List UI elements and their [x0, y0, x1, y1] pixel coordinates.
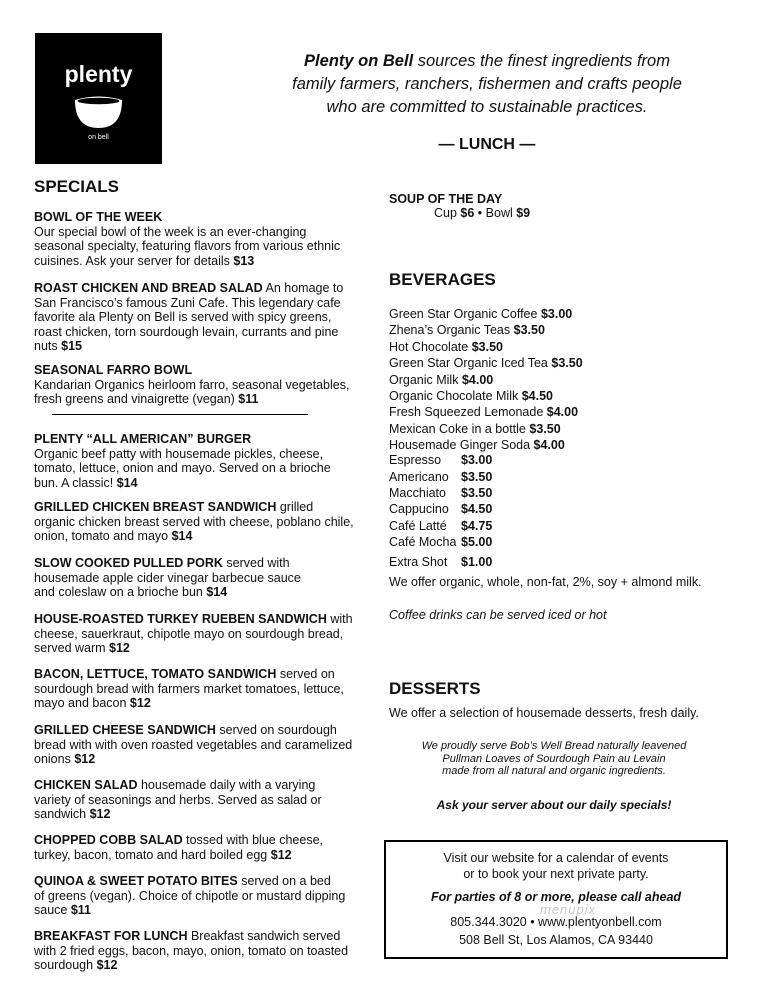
- coffee-item: [389, 519, 493, 533]
- special-desc: Kandarian Organics heirloom farro, seasonal vegetables,: [34, 377, 350, 392]
- beverage-name: Green Star Organic Iced Tea: [389, 356, 548, 371]
- intro-brand: Plenty on Bell: [304, 52, 414, 70]
- soup-bowl-price: $9: [516, 206, 531, 220]
- beverage-name: Zhena’s Organic Teas: [389, 323, 511, 338]
- special-name: ROAST CHICKEN AND BREAD SALAD: [34, 281, 263, 295]
- beverage-name: Hot Chocolate: [389, 339, 469, 354]
- beverage-price: $4.00: [546, 405, 579, 420]
- special-desc: served warm: [34, 641, 106, 655]
- special-desc: Our special bowl of the week is an ever-changing: [34, 224, 307, 239]
- coffee-name: Espresso: [389, 453, 442, 467]
- contact-line2: or to book your next private party.: [463, 867, 649, 881]
- coffee-price: $3.00: [461, 453, 493, 467]
- special-desc: served on a bed: [237, 874, 331, 888]
- section-divider: [52, 414, 308, 415]
- beverage-price: $4.50: [521, 389, 553, 403]
- coffee-name: Cappucino: [389, 502, 449, 516]
- coffee-item: [389, 453, 493, 467]
- special-name: BREAKFAST FOR LUNCH: [34, 929, 188, 943]
- special-desc: with 2 fried eggs, bacon, mayo, onion, tomato on toasted: [34, 943, 349, 958]
- special-desc: onion, tomato and mayo: [34, 529, 169, 543]
- beverage-item: [389, 404, 578, 420]
- special-desc: San Francisco’s famous Zuni Cafe. This legendary cafe: [34, 295, 341, 310]
- special-name: BOWL OF THE WEEK: [34, 210, 163, 224]
- bread-line: We proudly serve Bob’s Well Bread naturally leavened: [421, 740, 687, 752]
- special-desc: onions: [34, 752, 71, 766]
- coffee-price: $1.00: [461, 555, 493, 569]
- special-name: QUINOA & SWEET POTATO BITES: [34, 874, 238, 888]
- beverage-price: $3.50: [513, 323, 545, 338]
- contact-address: 508 Bell St, Los Alamos, CA 93440: [459, 933, 653, 947]
- special-desc: organic chicken breast served with cheese, poblano chile,: [34, 514, 354, 529]
- desserts-desc: We offer a selection of housemade desserts, fresh daily.: [389, 706, 699, 720]
- intro-line3: who are committed to sustainable practices.: [326, 98, 648, 116]
- beverages-heading: BEVERAGES: [389, 270, 496, 289]
- soup-heading: SOUP OF THE DAY: [389, 192, 503, 206]
- special-desc: tomato, lettuce, onion and mayo. Served on a brioche: [34, 461, 331, 475]
- logo-sub: on bell: [88, 134, 109, 141]
- beverage-price: $4.00: [533, 438, 565, 453]
- logo-wordmark: plenty: [64, 61, 133, 87]
- beverage-item: [389, 355, 583, 371]
- beverage-price: $3.50: [529, 421, 561, 436]
- special-item: [34, 833, 364, 862]
- special-name: CHOPPED COBB SALAD: [34, 833, 183, 847]
- special-price: $11: [70, 903, 92, 917]
- special-desc: grilled: [276, 500, 314, 514]
- special-desc: cuisines. Ask your server for details: [34, 253, 230, 268]
- bread-note: [384, 740, 724, 778]
- special-name: CHICKEN SALAD: [34, 778, 138, 792]
- special-name: PLENTY “ALL AMERICAN” BURGER: [34, 432, 252, 446]
- bowl-icon: [73, 96, 124, 130]
- beverage-item: [389, 322, 545, 338]
- special-item: [34, 500, 364, 544]
- special-price: $15: [61, 339, 82, 353]
- special-item: [34, 281, 364, 354]
- special-desc: served on: [276, 667, 335, 681]
- coffee-price: $3.50: [461, 486, 493, 500]
- logo: [35, 33, 162, 164]
- intro-line2: family farmers, ranchers, fishermen and crafts people: [292, 75, 682, 93]
- watermark: menupix: [540, 902, 597, 917]
- special-name: HOUSE-ROASTED TURKEY RUEBEN SANDWICH: [34, 612, 327, 626]
- coffee-price: $5.00: [461, 535, 493, 549]
- contact-box: [384, 840, 728, 959]
- special-desc: An homage to: [262, 281, 344, 295]
- beverage-price: $3.50: [471, 339, 503, 354]
- special-desc: housemade apple cider vinegar barbecue sauce: [34, 570, 301, 585]
- beverage-item: [389, 306, 572, 322]
- special-desc: fresh greens and vinaigrette (vegan): [34, 392, 235, 406]
- beverage-item: [389, 339, 503, 355]
- special-price: $14: [206, 585, 228, 599]
- special-desc: bread with with oven roasted vegetables and caramelized: [34, 737, 353, 752]
- beverage-item: [389, 421, 561, 437]
- beverage-item: [389, 388, 553, 404]
- beverage-price: $3.00: [540, 307, 573, 321]
- bread-line: Pullman Loaves of Sourdough Pain au Levain: [442, 752, 666, 765]
- beverage-name: Organic Chocolate Milk: [389, 389, 519, 403]
- special-price: $14: [116, 475, 138, 490]
- contact-line1: Visit our website for a calendar of events: [443, 851, 669, 865]
- coffee-item: [389, 555, 493, 569]
- special-item: [34, 612, 364, 656]
- special-desc: housemade daily with a varying: [137, 778, 316, 792]
- intro-line1: sources the finest ingredients from: [413, 52, 670, 70]
- special-name: SEASONAL FARRO BOWL: [34, 363, 193, 377]
- coffee-price: $4.75: [461, 519, 493, 533]
- special-item: [34, 778, 364, 822]
- special-desc: with: [326, 612, 353, 626]
- special-desc: turkey, bacon, tomato and hard boiled egg: [34, 847, 268, 862]
- coffee-name: Café Latté: [389, 519, 447, 533]
- special-desc: of greens (vegan). Choice of chipotle or mustard dipping: [34, 888, 346, 903]
- beverage-name: Mexican Coke in a bottle: [389, 421, 526, 436]
- special-price: $12: [270, 847, 292, 862]
- coffee-item: [389, 470, 493, 484]
- special-item: [34, 363, 364, 407]
- beverage-name: Green Star Organic Coffee: [389, 307, 538, 321]
- soup-cup-label: Cup: [434, 206, 457, 220]
- parties-note: For parties of 8 or more, please call ahead: [430, 890, 682, 904]
- special-name: BACON, LETTUCE, TOMATO SANDWICH: [34, 667, 277, 681]
- coffee-price: $4.50: [461, 502, 493, 516]
- desserts-heading: DESSERTS: [389, 679, 481, 698]
- soup-separator: •: [474, 206, 486, 220]
- soup-prices: [434, 206, 530, 220]
- coffee-name: Americano: [389, 470, 449, 484]
- special-desc: Breakfast sandwich served: [187, 929, 341, 943]
- special-desc: Organic beef patty with housemade pickles, cheese,: [34, 446, 324, 461]
- special-item: [34, 929, 364, 973]
- special-item: [34, 432, 364, 490]
- special-price: $14: [171, 529, 193, 543]
- special-desc: sandwich: [34, 807, 87, 821]
- milk-note: We offer organic, whole, non-fat, 2%, soy + almond milk.: [389, 575, 702, 589]
- special-price: $13: [233, 253, 255, 268]
- beverage-item: [389, 372, 493, 388]
- special-price: $12: [109, 641, 130, 655]
- soup-bowl-label: Bowl: [485, 206, 513, 220]
- special-desc: seasonal specialty, featuring flavors from various ethnic: [34, 239, 341, 253]
- special-desc: served with: [222, 556, 290, 570]
- special-price: $11: [238, 392, 259, 406]
- special-price: $12: [89, 807, 111, 821]
- beverage-name: Housemade Ginger Soda: [389, 438, 531, 453]
- special-name: GRILLED CHEESE SANDWICH: [34, 723, 216, 737]
- special-desc: mayo and bacon: [34, 696, 127, 710]
- bread-line: made from all natural and organic ingredients.: [442, 765, 666, 777]
- ask-server-note: Ask your server about our daily specials!: [436, 798, 672, 812]
- special-desc: cheese, sauerkraut, chipotle mayo on sourdough bread,: [34, 626, 344, 641]
- special-desc: variety of seasonings and herbs. Served as salad or: [34, 792, 322, 807]
- special-desc: sourdough bread with farmers market tomatoes, lettuce,: [34, 681, 344, 696]
- special-desc: bun. A classic!: [34, 475, 114, 490]
- lunch-heading: — LUNCH —: [438, 136, 536, 153]
- special-desc: nuts: [34, 339, 58, 353]
- coffee-name: Café Mocha: [389, 535, 457, 549]
- special-item: [34, 210, 364, 268]
- beverage-name: Fresh Squeezed Lemonade: [389, 405, 544, 420]
- coffee-name: Macchiato: [389, 486, 446, 500]
- special-desc: tossed with blue cheese,: [182, 833, 323, 847]
- special-desc: and coleslaw on a brioche bun: [34, 585, 203, 599]
- specials-heading: SPECIALS: [34, 177, 120, 196]
- coffee-price: $3.50: [461, 470, 493, 484]
- special-desc: favorite ala Plenty on Bell is served with spicy greens,: [34, 310, 332, 324]
- special-name: GRILLED CHICKEN BREAST SANDWICH: [34, 500, 277, 514]
- special-item: [34, 556, 364, 600]
- iced-note: Coffee drinks can be served iced or hot: [389, 608, 607, 622]
- intro-text: [262, 50, 712, 119]
- beverage-price: $3.50: [551, 356, 583, 371]
- special-price: $12: [74, 752, 96, 766]
- beverage-name: Organic Milk: [389, 372, 459, 387]
- soup-cup-price: $6: [460, 206, 475, 220]
- special-item: [34, 667, 364, 711]
- beverage-item: [389, 437, 565, 453]
- special-desc: sauce: [34, 903, 68, 917]
- special-price: $12: [96, 958, 118, 972]
- special-item: [34, 723, 364, 767]
- coffee-item: [389, 486, 493, 500]
- coffee-name: Extra Shot: [389, 555, 448, 569]
- special-desc: roast chicken, torn sourdough levain, currants and pine: [34, 324, 339, 339]
- special-desc: served on sourdough: [215, 723, 337, 737]
- special-desc: sourdough: [34, 958, 94, 972]
- coffee-item: [389, 535, 493, 549]
- contact-phone-web[interactable]: 805.344.3020 • www.plentyonbell.com: [450, 915, 662, 929]
- coffee-item: [389, 502, 493, 516]
- special-item: [34, 874, 364, 918]
- beverage-price: $4.00: [461, 372, 494, 387]
- special-name: SLOW COOKED PULLED PORK: [34, 556, 223, 570]
- special-price: $12: [129, 696, 151, 710]
